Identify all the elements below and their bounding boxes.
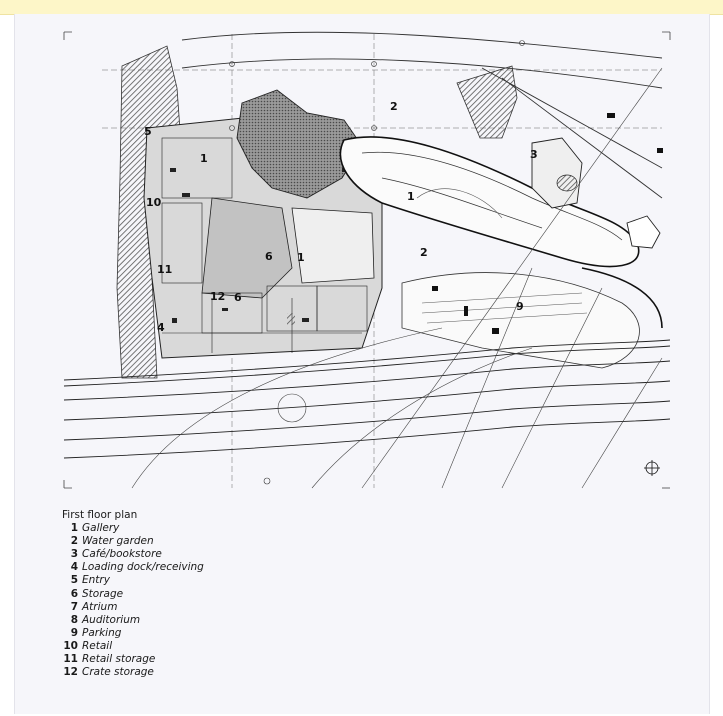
plan-label: 1 [407,190,415,203]
legend-item-number: 1 [70,522,78,535]
legend-item-number: 12 [63,666,78,679]
legend-item [62,561,204,574]
legend-item-label: Café/bookstore [82,548,162,561]
legend-item-number: 2 [70,535,78,548]
plan-label: 11 [157,263,173,276]
plan-label: 2 [420,246,428,259]
plan-label: 1 [297,251,305,264]
plan-legend [62,509,204,679]
legend-item-label: Water garden [82,535,154,548]
legend-item-number: 5 [70,574,78,587]
north-arrow-icon [644,460,660,476]
legend-item [62,548,204,561]
floor-plan-drawing [62,28,672,492]
legend-item-label: Storage [82,587,124,600]
plan-label: 1 [200,152,208,165]
legend-item-label: Entry [82,574,110,587]
plan-label: 4 [157,321,165,334]
legend-item-label: Auditorium [82,613,141,626]
legend-item-number: 7 [70,600,78,613]
legend-item-label: Gallery [82,522,120,535]
legend-item-number: 4 [70,561,78,574]
legend-item [62,640,204,653]
legend-item [62,601,204,614]
legend-item-label: Parking [82,626,122,639]
legend-item-number: 10 [63,639,78,652]
legend-item [62,614,204,627]
legend-item-label: Retail [82,639,113,652]
plan-label: 2 [390,100,398,113]
legend-item [62,535,204,548]
legend-item-number: 3 [70,548,78,561]
plan-label: 9 [516,300,524,313]
legend-title: First floor plan [62,509,138,521]
plan-label: 6 [265,250,273,263]
plan-label: 10 [146,196,162,209]
legend-item-number: 9 [70,626,78,639]
legend-item-label: Retail storage [82,653,156,666]
legend-item-number: 8 [70,613,78,626]
legend-item-label: Loading dock/receiving [82,561,204,574]
plan-label: 3 [530,148,538,161]
legend-item [62,522,204,535]
legend-item [62,666,204,679]
plan-label: 12 [210,290,226,303]
legend-item [62,653,204,666]
plan-label: 5 [144,125,152,138]
legend-item-label: Crate storage [82,666,154,679]
legend-item-number: 6 [70,587,78,600]
legend-item-label: Atrium [82,600,118,613]
legend-item [62,574,204,587]
top-banner [0,0,723,15]
legend-item [62,588,204,601]
legend-item-number: 11 [63,653,78,666]
plan-label: 6 [234,291,242,304]
legend-item [62,627,204,640]
